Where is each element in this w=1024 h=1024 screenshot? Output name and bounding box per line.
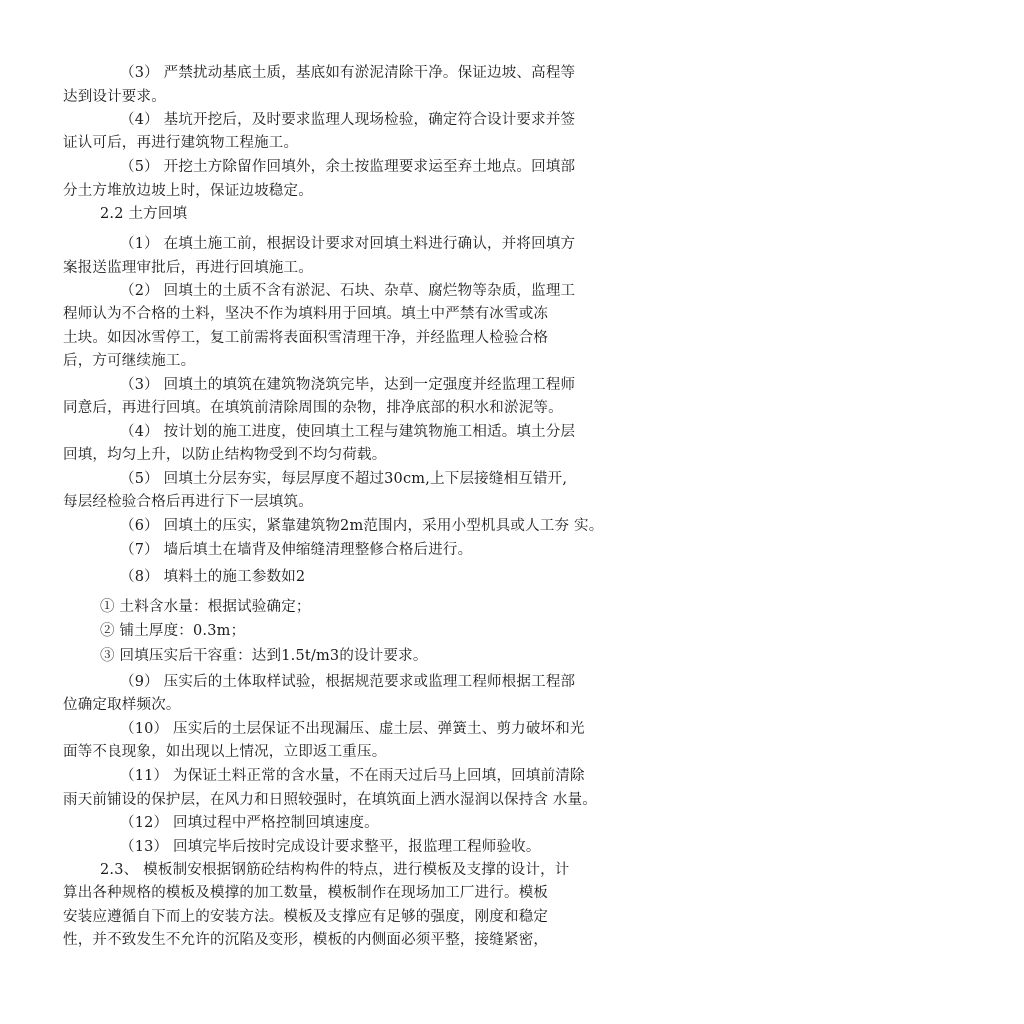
text-line: 后，方可继续施工。	[63, 353, 196, 369]
text-line: （3） 严禁扰动基底土质，基底如有淤泥清除干净。保证边坡、高程等	[120, 65, 576, 81]
text-line: （4） 基坑开挖后，及时要求监理人现场检验，确定符合设计要求并签	[120, 112, 576, 128]
text-line: 性，并不致发生不允许的沉陷及变形，模板的内侧面必须平整，接缝紧密，	[63, 932, 549, 948]
list-item: ③ 回填压实后干容重：达到1.5t/m3的设计要求。	[100, 648, 428, 664]
text-line: （1） 在填土施工前，根据设计要求对回填土料进行确认，并将回填方	[120, 236, 576, 252]
text-line: 每层经检验合格后再进行下一层填筑。	[63, 494, 313, 510]
text-line: （9） 压实后的土体取样试验，根据规范要求或监理工程师根据工程部	[120, 674, 576, 690]
text-line: 程师认为不合格的土料，坚决不作为填料用于回填。填土中严禁有冰雪或冻	[63, 306, 549, 322]
text-line: （5） 开挖土方除留作回填外，余土按监理要求运至弃土地点。回填部	[120, 159, 576, 175]
text-line: （11） 为保证土料正常的含水量，不在雨天过后马上回填，回填前清除	[120, 768, 585, 784]
text-line: 土块。如因冰雪停工，复工前需将表面积雪清理干净，并经监理人检验合格	[63, 330, 549, 346]
text-line: （13） 回填完毕后按时完成设计要求整平，报监理工程师验收。	[120, 839, 541, 855]
text-line: 分土方堆放边坡上时，保证边坡稳定。	[63, 183, 313, 199]
text-line: 面等不良现象，如出现以上情况，立即返工重压。	[63, 744, 387, 760]
text-line: （12） 回填过程中严格控制回填速度。	[120, 815, 379, 831]
text-line: （2） 回填土的土质不含有淤泥、石块、杂草、腐烂物等杂质，监理工	[120, 283, 576, 299]
text-line: （10） 压实后的土层保证不出现漏压、虚土层、弹簧土、剪力破坏和光	[120, 721, 585, 737]
text-line: 安装应遵循自下而上的安装方法。模板及支撑应有足够的强度，刚度和稳定	[63, 909, 549, 925]
text-line: （8） 填料土的施工参数如2	[120, 569, 306, 585]
text-line: 达到设计要求。	[63, 89, 166, 105]
text-line: （3） 回填土的填筑在建筑物浇筑完毕，达到一定强度并经监理工程师	[120, 377, 576, 393]
list-item: ① 土料含水量：根据试验确定；	[100, 599, 311, 615]
text-line: 位确定取样频次。	[63, 697, 181, 713]
text-line: 2.3、 模板制安根据钢筋砼结构构件的特点，进行模板及支撑的设计，计	[100, 862, 570, 878]
text-line: （6） 回填土的压实，紧靠建筑物2m范围内，采用小型机具或人工夯 实。	[120, 518, 604, 534]
text-line: （7） 墙后填土在墙背及伸缩缝清理整修合格后进行。	[120, 542, 473, 558]
section-heading: 2.2 土方回填	[100, 206, 188, 222]
text-line: 证认可后，再进行建筑物工程施工。	[63, 135, 299, 151]
text-line: 雨天前铺设的保护层，在风力和日照较强时，在填筑面上洒水湿润以保持含 水量。	[63, 792, 598, 808]
text-line: 案报送监理审批后，再进行回填施工。	[63, 260, 313, 276]
text-line: 回填，均匀上升，以防止结构物受到不均匀荷载。	[63, 447, 387, 463]
list-item: ② 铺土厚度：0.3m；	[100, 623, 246, 639]
text-line: 算出各种规格的模板及模撑的加工数量，模板制作在现场加工厂进行。模板	[63, 885, 549, 901]
text-line: （4） 按计划的施工进度，使回填土工程与建筑物施工相适。填土分层	[120, 424, 576, 440]
text-line: （5） 回填土分层夯实，每层厚度不超过30cm,上下层接缝相互错开,	[120, 471, 568, 487]
text-line: 同意后，再进行回填。在填筑前清除周围的杂物，排净底部的积水和淤泥等。	[63, 400, 563, 416]
